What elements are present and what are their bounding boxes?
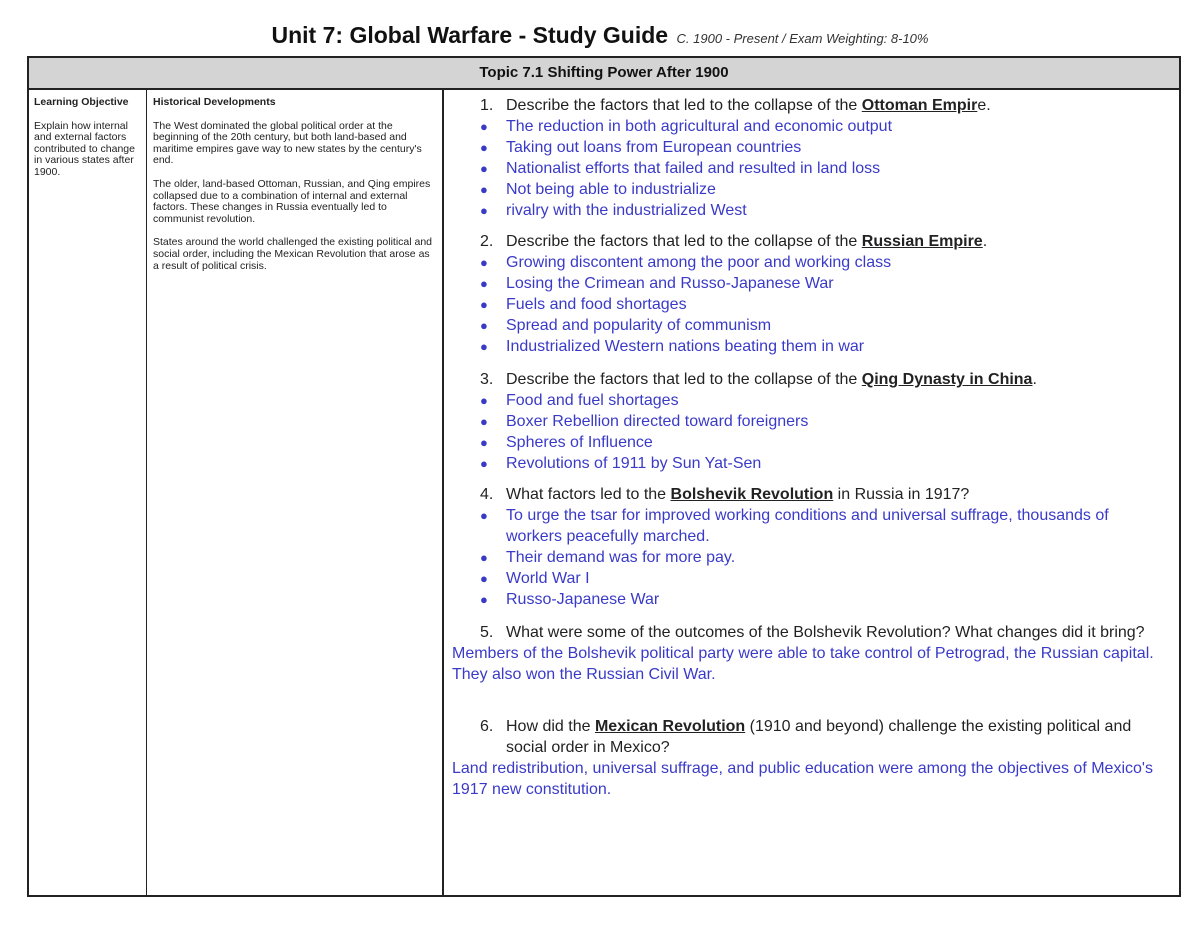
development-paragraph: The West dominated the global political order at the beginning of the 20th century, but both land-based and maritime empires gave way to new states by the century's end. [153, 119, 422, 167]
questions-column [444, 90, 1179, 895]
bullet-icon: ● [480, 119, 488, 134]
development-paragraph: The older, land-based Ottoman, Russian, and Qing empires collapsed due to a combination of internal and external factors. These changes in Russia eventually led to communist revolution. [153, 177, 431, 225]
question-4: 4. What factors led to the Bolshevik Revolution in Russia in 1917? [480, 486, 970, 503]
list-item: ● Russo-Japanese War [480, 591, 660, 608]
question-6: 6. How did the Mexican Revolution (1910 and beyond) challenge the existing political and social order in Mexico? [480, 718, 1132, 756]
topic-header: Topic 7.1 Shifting Power After 1900 [29, 58, 1179, 90]
development-paragraph: States around the world challenged the existing political and social order, including the Mexican Revolution that arose as a result of political crisis. [153, 236, 433, 272]
bullet-icon: ● [480, 571, 488, 586]
question-5: 5. What were some of the outcomes of the Bolshevik Revolution? What changes did it bring? [480, 624, 1145, 641]
title-main: Unit 7: Global Warfare - Study Guide [271, 22, 669, 48]
bullet-icon: ● [480, 592, 488, 607]
page-title [0, 22, 1200, 49]
bullet-icon: ● [480, 182, 488, 197]
list-item: ● Boxer Rebellion directed toward foreigners [480, 413, 809, 430]
bullet-icon: ● [480, 456, 488, 471]
answer-list-2 [452, 252, 1167, 357]
question-keyword: Mexican Revolution [594, 718, 746, 735]
list-item: ● Nationalist efforts that failed and resulted in land loss [480, 160, 881, 177]
bullet-icon: ● [480, 339, 488, 354]
question-keyword: Russian Empire [861, 233, 983, 250]
historical-developments-column [147, 90, 444, 895]
bullet-icon: ● [480, 393, 488, 408]
bullet-icon: ● [480, 414, 488, 429]
list-item: ● World War I [480, 570, 590, 587]
bullet-icon: ● [480, 276, 488, 291]
bullet-icon: ● [480, 297, 488, 312]
question-1: 1. Describe the factors that led to the collapse of the Ottoman Empire. [480, 97, 991, 114]
list-item: ● To urge the tsar for improved working conditions and universal suffrage, thousands of workers peacefully marched. [480, 507, 1109, 545]
question-2: 2. Describe the factors that led to the collapse of the Russian Empire. [480, 233, 988, 250]
study-guide-table [27, 56, 1181, 897]
question-keyword: Ottoman Empir [861, 97, 978, 114]
list-item: ● Taking out loans from European countries [480, 139, 802, 156]
learning-objective-heading: Learning Objective [34, 96, 129, 108]
bullet-icon: ● [480, 140, 488, 155]
learning-objective-text: Explain how internal and external factors contributed to change in various states after 1900. [34, 119, 135, 178]
list-item: ● The reduction in both agricultural and economic output [480, 118, 893, 135]
bullet-icon: ● [480, 203, 488, 218]
question-3: 3. Describe the factors that led to the collapse of the Qing Dynasty in China. [480, 371, 1037, 388]
list-item: ● Growing discontent among the poor and working class [480, 254, 892, 271]
bullet-icon: ● [480, 550, 488, 565]
list-item: ● Spread and popularity of communism [480, 317, 772, 334]
question-keyword: Bolshevik Revolution [670, 486, 834, 503]
list-item: ● Losing the Crimean and Russo-Japanese War [480, 275, 834, 292]
bullet-icon: ● [480, 508, 488, 523]
learning-objective-column [29, 90, 147, 895]
title-subtitle: C. 1900 - Present / Exam Weighting: 8-10% [676, 31, 929, 46]
bullet-icon: ● [480, 255, 488, 270]
list-item: ● Revolutions of 1911 by Sun Yat-Sen [480, 455, 762, 472]
list-item: ● rivalry with the industrialized West [480, 202, 747, 219]
bullet-icon: ● [480, 318, 488, 333]
answer-list-4 [452, 505, 1167, 610]
bullet-icon: ● [480, 435, 488, 450]
bullet-icon: ● [480, 161, 488, 176]
list-item: ● Industrialized Western nations beating them in war [480, 338, 865, 355]
answer-list-3 [452, 390, 1167, 474]
historical-developments-heading: Historical Developments [153, 96, 276, 108]
list-item: ● Fuels and food shortages [480, 296, 687, 313]
list-item: ● Not being able to industrialize [480, 181, 716, 198]
list-item: ● Spheres of Influence [480, 434, 653, 451]
answer-paragraph-5: Members of the Bolshevik political party were able to take control of Petrograd, the Russian capital. They also won the Russian Civil War. [452, 645, 1154, 683]
question-keyword: Qing Dynasty in China [861, 371, 1033, 388]
list-item: ● Their demand was for more pay. [480, 549, 736, 566]
answer-paragraph-6: Land redistribution, universal suffrage, and public education were among the objectives of Mexico's 1917 new constitution. [452, 760, 1153, 798]
answer-list-1 [452, 116, 1167, 221]
list-item: ● Food and fuel shortages [480, 392, 679, 409]
